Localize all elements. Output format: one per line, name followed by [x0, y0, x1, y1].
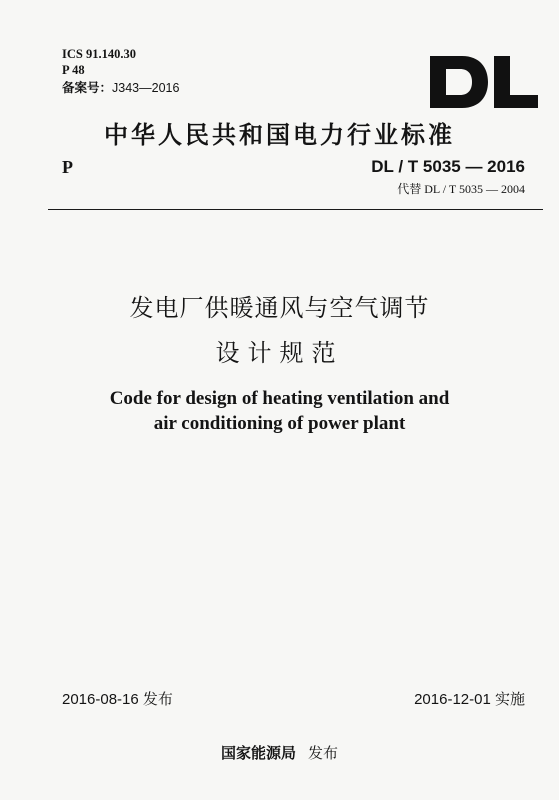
- category-letter: P: [62, 157, 73, 177]
- title-cn-line-2: 设计规范: [215, 339, 344, 367]
- filing-value: J343—2016: [112, 81, 180, 95]
- classification-code: P 48: [62, 63, 85, 77]
- filing-number: [62, 80, 179, 96]
- header-divider: [48, 209, 543, 210]
- title-en-line-2: air conditioning of power plant: [153, 413, 406, 434]
- standard-number: DL / T 5035 — 2016: [371, 157, 525, 176]
- title-en-line-1: Code for design of heating ventilation and: [109, 388, 450, 409]
- publisher-label: 发布: [308, 744, 339, 762]
- filing-label: 备案号：: [62, 80, 113, 95]
- issuing-industry-title: 中华人民共和国电力行业标准: [104, 120, 455, 149]
- issue-label: 发布: [142, 690, 173, 708]
- issue-date: [62, 688, 173, 709]
- publisher: [0, 742, 559, 763]
- dl-logo: [428, 54, 540, 110]
- publisher-name: 国家能源局: [220, 744, 296, 762]
- issue-date-value: 2016-08-16: [62, 691, 139, 708]
- title-cn-line-1: 发电厂供暖通风与空气调节: [129, 294, 430, 322]
- implementation-label: 实施: [494, 690, 525, 708]
- implementation-date: [414, 688, 525, 709]
- implementation-date-value: 2016-12-01: [414, 691, 491, 708]
- replaces-standard: 代替 DL / T 5035 — 2004: [397, 182, 525, 196]
- ics-code: ICS 91.140.30: [62, 47, 136, 61]
